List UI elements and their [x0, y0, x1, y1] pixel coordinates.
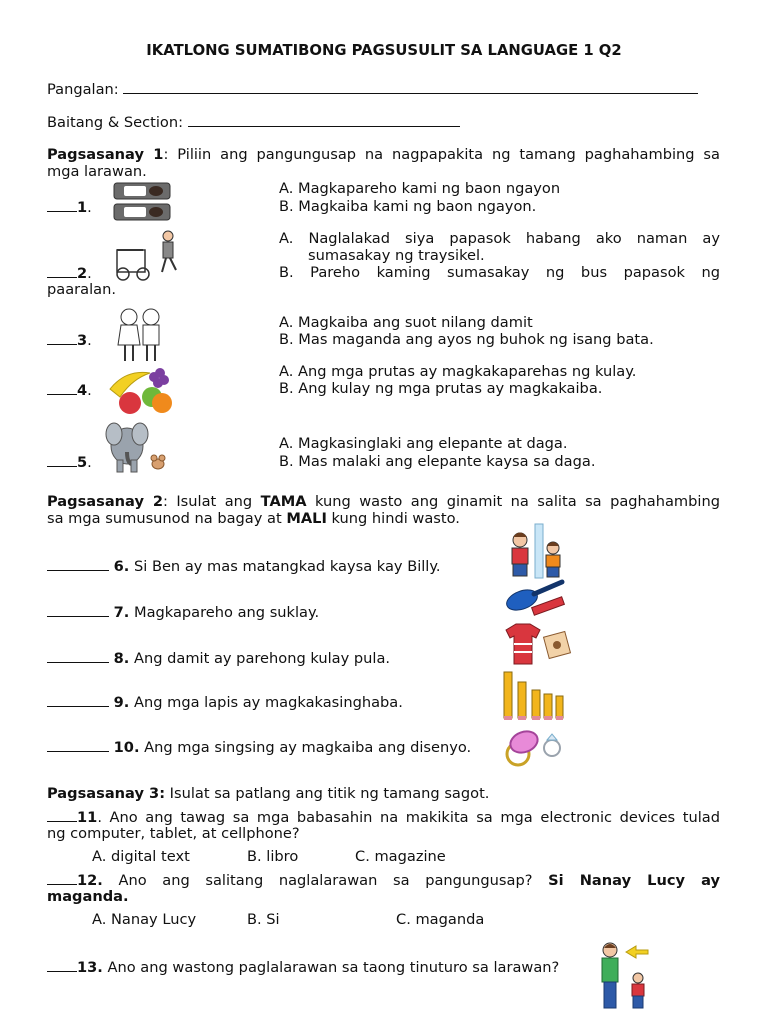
tf-number-10: 10.: [113, 739, 140, 756]
part2-instruction-line2: [47, 510, 460, 527]
tricycle-and-walking-child-image: [113, 228, 183, 282]
cookie-packs-image: [110, 180, 174, 224]
part2-instr-pre: : Isulat ang: [163, 493, 261, 510]
fruits-image: [106, 363, 174, 417]
combs-image: [500, 578, 570, 620]
pointing-man-and-boy-image: [596, 940, 652, 1012]
question-12-sentence: Si Nanay Lucy ay: [548, 872, 720, 889]
part2-heading: Pagsasanay 2: [47, 493, 164, 510]
choice-11b: B. libro: [247, 848, 299, 865]
name-blank[interactable]: [123, 79, 698, 94]
choice-12a: A. Nanay Lucy: [92, 911, 197, 928]
tf-number-8: 8.: [113, 650, 130, 667]
answer-blank-4[interactable]: [47, 381, 77, 395]
tf-text-8: Ang damit ay parehong kulay pula.: [133, 650, 391, 667]
tf-row-8: [47, 649, 390, 667]
page-title: IKATLONG SUMATIBONG PAGSUSULIT SA LANGUAGE 1 Q2: [146, 42, 622, 59]
answer-blank-12[interactable]: [47, 871, 77, 885]
question-12-text: Ano ang salitang naglalarawan sa pangungusap?: [102, 872, 549, 889]
part3-instruction: [47, 785, 489, 802]
question-11-text: . Ano ang tawag sa mga babasahin na makikita sa mga electronic devices tulad: [97, 809, 720, 826]
section-blank[interactable]: [188, 112, 460, 127]
choice-2b: B. Pareho kaming sumasakay ng bus papasok ng: [279, 264, 720, 281]
tf-blank-8[interactable]: [47, 649, 109, 663]
part2-tama: TAMA: [260, 493, 307, 510]
answer-row-1: 1.: [47, 198, 92, 216]
item-number-1: 1: [77, 199, 88, 216]
item-number-5: 5: [77, 454, 88, 471]
shirts-image: [500, 622, 572, 668]
answer-row-5: 5.: [47, 453, 92, 471]
choice-5a: A. Magkasinglaki ang elepante at daga.: [279, 435, 568, 452]
two-children-image: [116, 307, 164, 363]
choice-1a: A. Magkapareho kami ng baon ngayon: [279, 180, 561, 197]
choice-2a-cont: sumasakay ng traysikel.: [308, 247, 485, 264]
part1-instruction: [47, 146, 720, 163]
answer-row-2: 2.: [47, 264, 92, 282]
choice-2b-cont: paaralan.: [47, 281, 116, 298]
part1-instruction-line2: mga larawan.: [47, 163, 147, 180]
choice-3a: A. Magkaiba ang suot nilang damit: [279, 314, 533, 331]
part2-instr-line2-post: kung hindi wasto.: [326, 510, 460, 527]
tf-blank-9[interactable]: [47, 693, 109, 707]
answer-blank-1[interactable]: [47, 198, 77, 212]
tf-text-10: Ang mga singsing ay magkaiba ang disenyo.: [144, 739, 472, 756]
pencils-image: [502, 668, 564, 722]
item-number-2: 2: [77, 265, 88, 282]
section-label: Baitang & Section:: [47, 114, 183, 131]
choice-1b: B. Magkaiba kami ng baon ngayon.: [279, 198, 537, 215]
part2-instruction: [47, 493, 720, 510]
tf-text-7: Magkapareho ang suklay.: [133, 604, 320, 621]
question-11: [47, 808, 720, 826]
rings-image: [502, 724, 566, 768]
tall-and-short-boys-image: [503, 522, 563, 580]
question-13-text: Ano ang wastong paglalarawan sa taong tinuturo sa larawan?: [102, 959, 560, 976]
tf-text-9: Ang mga lapis ay magkakasinghaba.: [133, 694, 403, 711]
tf-number-7: 7.: [113, 604, 130, 621]
item-number-4: 4: [77, 382, 88, 399]
choice-12b: B. Si: [247, 911, 280, 928]
answer-blank-13[interactable]: [47, 958, 77, 972]
tf-blank-10[interactable]: [47, 738, 109, 752]
item-number-3: 3: [77, 332, 88, 349]
tf-row-10: [47, 738, 471, 756]
choice-11a: A. digital text: [92, 848, 190, 865]
choice-12c: C. maganda: [396, 911, 485, 928]
name-field-row: [47, 79, 698, 98]
choice-4b: B. Ang kulay ng mga prutas ay magkakaiba.: [279, 380, 603, 397]
tf-blank-6[interactable]: [47, 557, 109, 571]
part2-instr-mid: kung wasto ang ginamit na salita sa paghahambing: [306, 493, 720, 510]
question-number-11: 11: [77, 809, 98, 826]
question-13: [47, 958, 559, 976]
name-label: Pangalan:: [47, 81, 119, 98]
tf-row-9: [47, 693, 403, 711]
part1-instruction-text: : Piliin ang pangungusap na nagpapakita ng tamang paghahambing sa: [163, 146, 720, 163]
tf-row-6: [47, 557, 441, 575]
question-number-12: 12.: [77, 872, 103, 889]
choice-3b: B. Mas maganda ang ayos ng buhok ng isang bata.: [279, 331, 654, 348]
question-12-sentence-end: maganda.: [47, 888, 129, 905]
answer-blank-2[interactable]: [47, 264, 77, 278]
tf-number-6: 6.: [113, 558, 130, 575]
elephant-and-mouse-image: [105, 418, 169, 474]
question-number-13: 13.: [77, 959, 103, 976]
choice-2a: A. Naglalakad siya papasok habang ako naman ay: [279, 230, 720, 247]
tf-text-6: Si Ben ay mas matangkad kaysa kay Billy.: [133, 558, 441, 575]
choice-5b: B. Mas malaki ang elepante kaysa sa daga.: [279, 453, 596, 470]
section-field-row: [47, 112, 460, 131]
part2-mali: MALI: [286, 510, 327, 527]
tf-blank-7[interactable]: [47, 603, 109, 617]
answer-blank-5[interactable]: [47, 453, 77, 467]
answer-row-3: 3.: [47, 331, 92, 349]
answer-blank-3[interactable]: [47, 331, 77, 345]
question-12: [47, 871, 720, 889]
part2-instr-line2-pre: sa mga sumusunod na bagay at: [47, 510, 287, 527]
question-11-line2: ng computer, tablet, at cellphone?: [47, 825, 300, 842]
question-12-line2: [47, 888, 129, 905]
part1-heading: Pagsasanay 1: [47, 146, 164, 163]
tf-number-9: 9.: [113, 694, 130, 711]
choice-11c: C. magazine: [355, 848, 446, 865]
answer-row-4: 4.: [47, 381, 92, 399]
part3-instruction-text: Isulat sa patlang ang titik ng tamang sagot.: [165, 785, 490, 802]
answer-blank-11[interactable]: [47, 808, 77, 822]
tf-row-7: [47, 603, 319, 621]
part3-heading: Pagsasanay 3:: [47, 785, 166, 802]
choice-4a: A. Ang mga prutas ay magkakaparehas ng kulay.: [279, 363, 637, 380]
